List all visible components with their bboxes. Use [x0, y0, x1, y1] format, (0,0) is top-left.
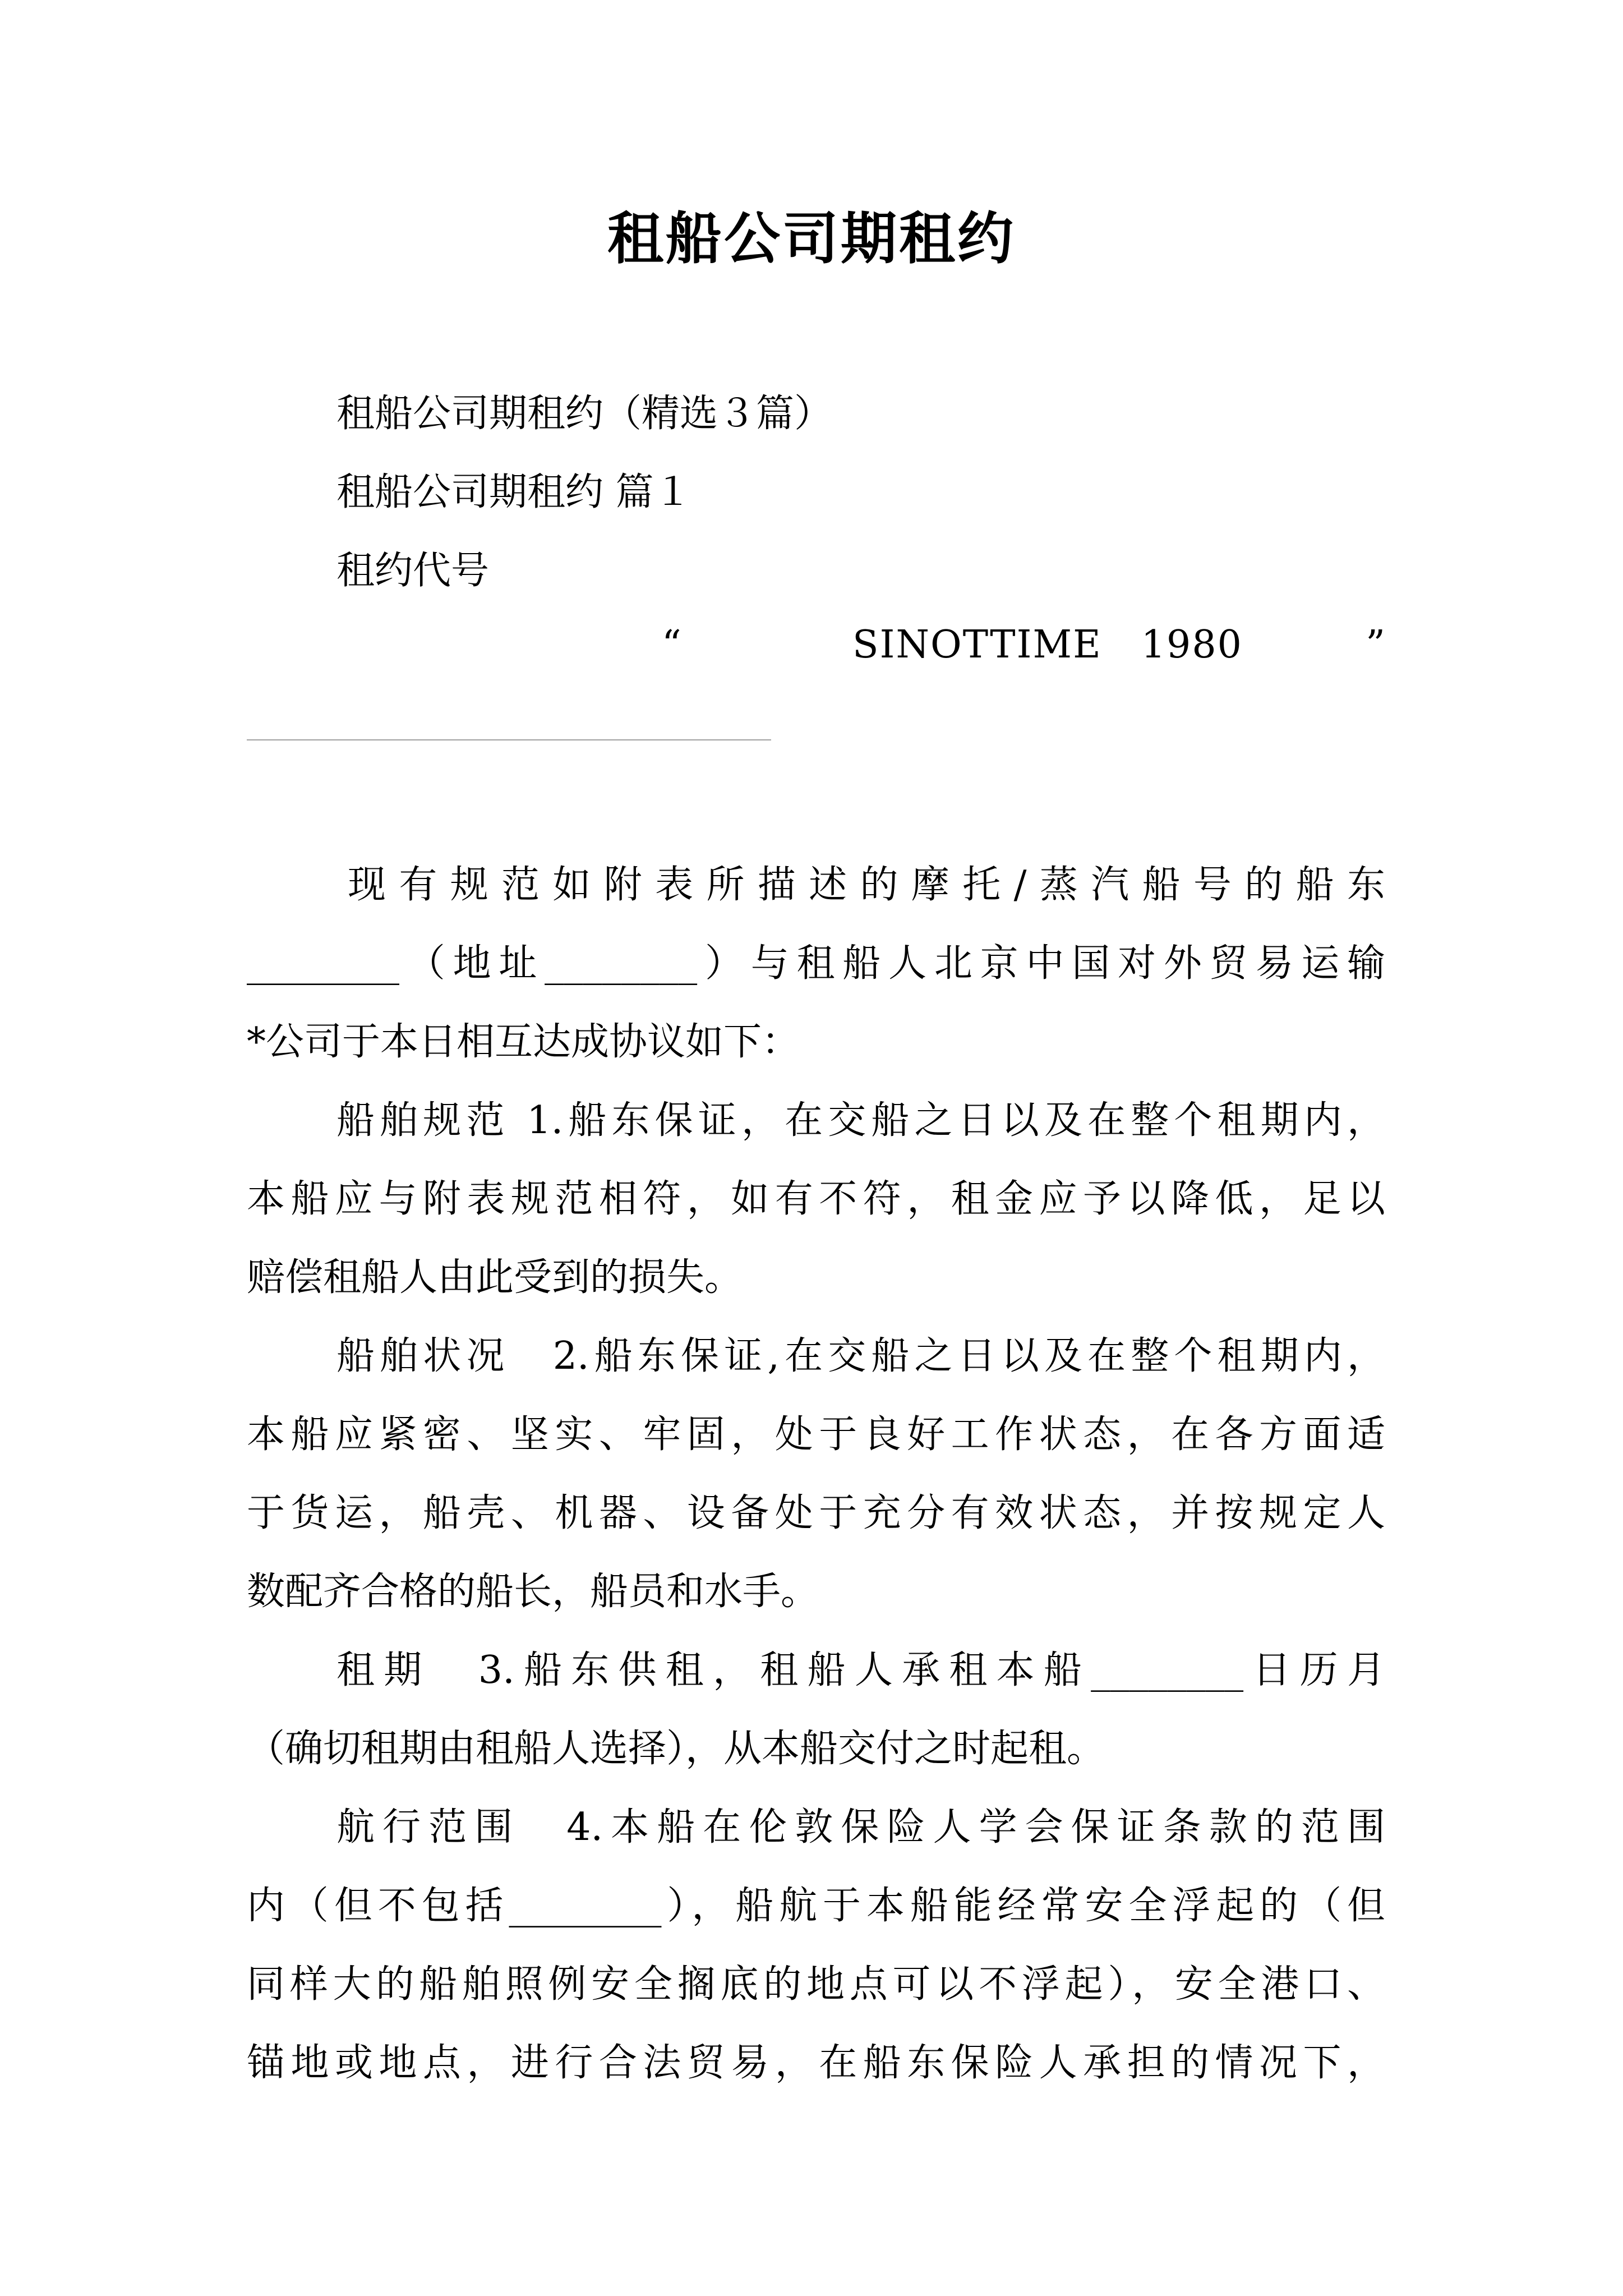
body-line: 现有规范如附表所描述的摩托/蒸汽船号的船东 — [348, 863, 1385, 907]
charter-code — [662, 617, 1385, 673]
intro-line-charter-code-label: 租约代号 — [336, 549, 490, 593]
body-line: 航行范围 4.本船在伦敦保险人学会保证条款的范围 — [336, 1805, 1385, 1849]
body-line: 船舶规范 1.船东保证，在交船之日以及在整个租期内， — [336, 1098, 1385, 1143]
body-line: ________（地址________）与租船人北京中国对外贸易运输 — [247, 941, 1385, 986]
document-title: 租船公司期租约 — [607, 205, 1016, 272]
body-line: *公司于本日相互达成协议如下： — [247, 1020, 800, 1064]
body-line: （确切租期由租船人选择），从本船交付之时起租。 — [247, 1727, 1105, 1771]
charter-code-text: SINOTTIME 1980 — [852, 623, 1243, 667]
body-line: 船舶状况 2.船东保证,在交船之日以及在整个租期内， — [336, 1334, 1385, 1378]
body-line: 租期 3.船东供租，租船人承租本船________日历月 — [336, 1648, 1385, 1692]
body-line: 本船应紧密、坚实、牢固，处于良好工作状态，在各方面适 — [247, 1412, 1385, 1457]
body-line: 同样大的船舶照例安全搁底的地点可以不浮起），安全港口、 — [247, 1962, 1385, 2007]
body-line: 锚地或地点，进行合法贸易，在船东保险人承担的情况下， — [247, 2041, 1385, 2085]
body-line: 数配齐合格的船长，船员和水手。 — [247, 1570, 819, 1614]
body-line: 赔偿租船人由此受到的损失。 — [247, 1255, 743, 1300]
body-line: 本船应与附表规范相符，如有不符，租金应予以降低，足以 — [247, 1177, 1385, 1221]
separator-line — [247, 739, 771, 740]
charter-code-open-quote: “ — [662, 623, 681, 667]
charter-code-close-quote: ” — [1366, 623, 1385, 667]
body-line: 内（但不包括________），船航于本船能经常安全浮起的（但 — [247, 1884, 1385, 1928]
intro-line-selection: 租船公司期租约（精选３篇） — [336, 392, 833, 436]
body-line: 于货运，船壳、机器、设备处于充分有效状态，并按规定人 — [247, 1491, 1385, 1535]
intro-line-part-heading: 租船公司期租约 篇１ — [336, 470, 692, 514]
